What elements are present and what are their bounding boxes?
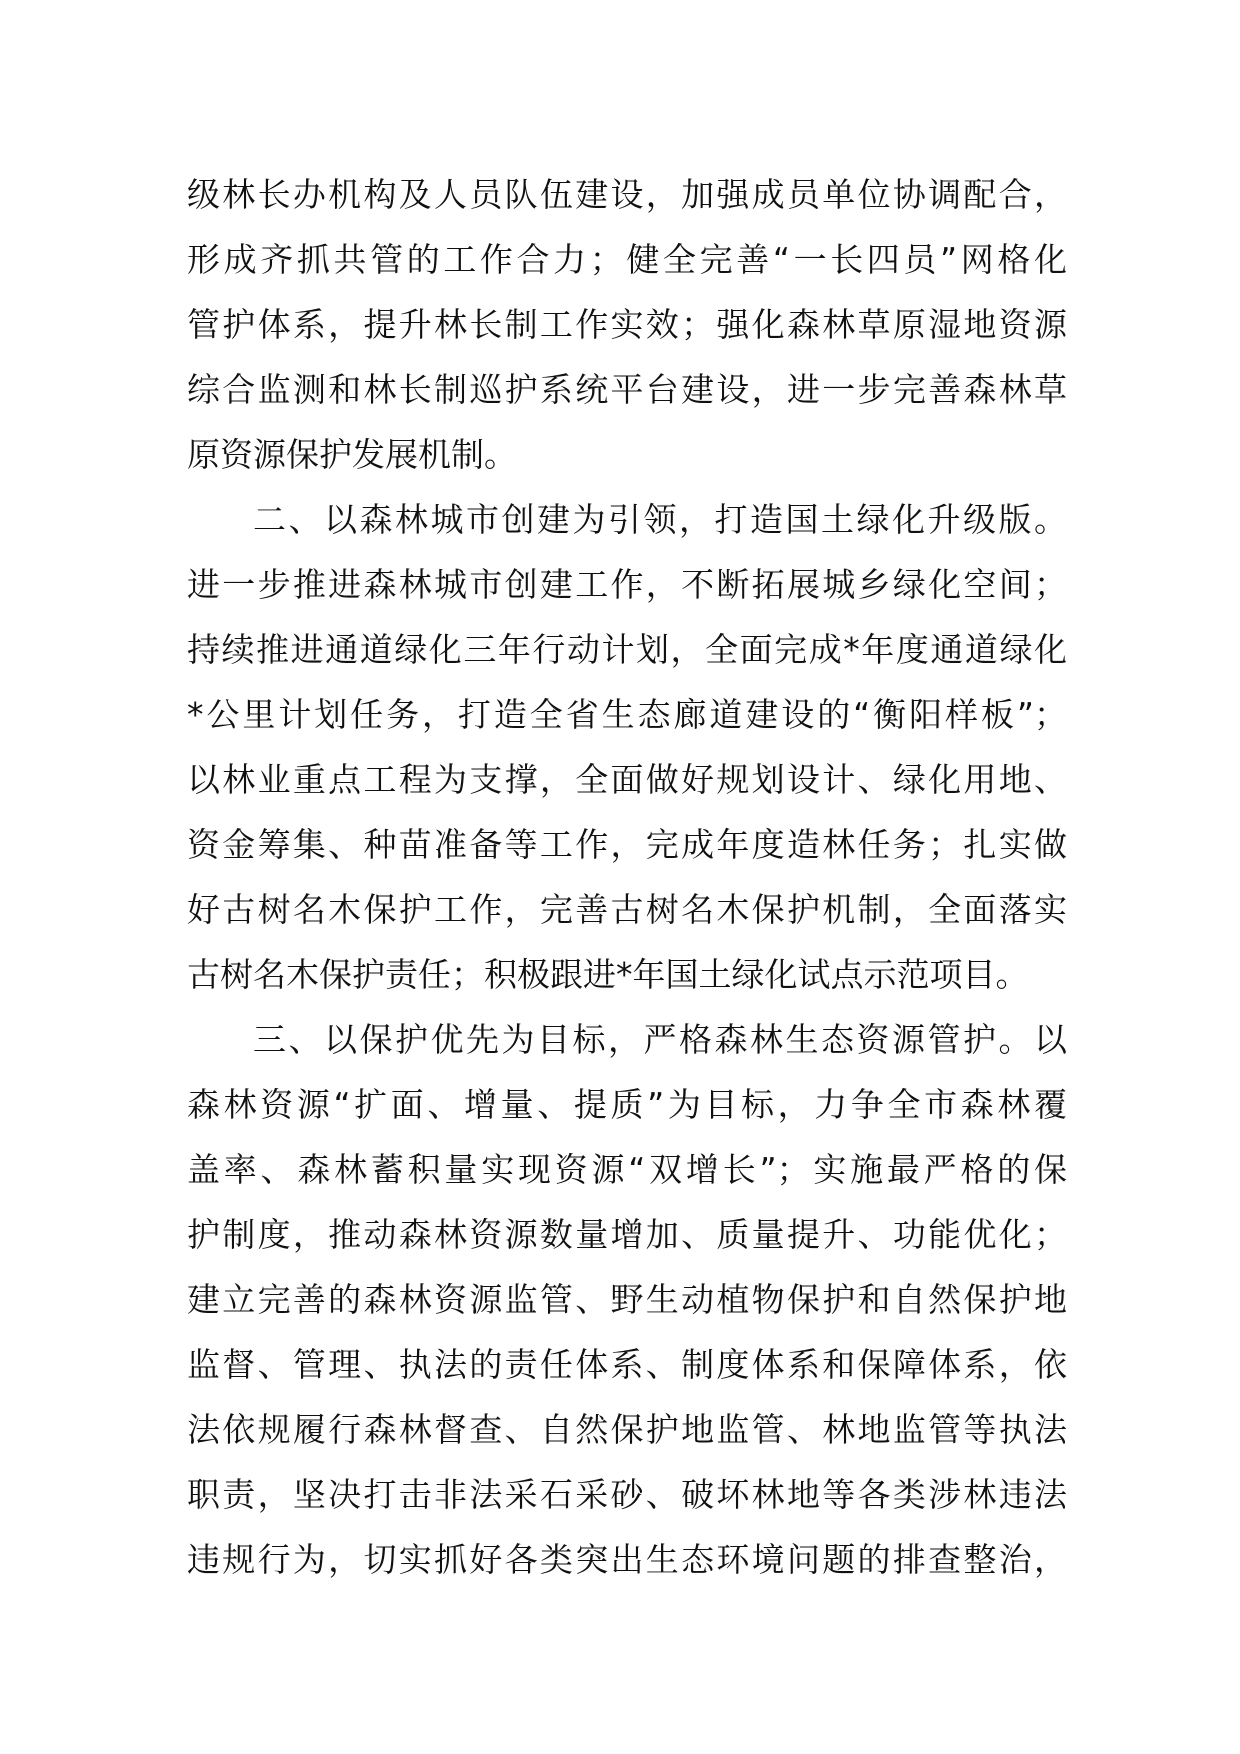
text-line: 资金筹集、种苗准备等工作，完成年度造林任务；扎实做 [187, 825, 1067, 864]
text-line: 三、以保护优先为目标，严格森林生态资源管护。以 [253, 1020, 1067, 1059]
text-line: 违规行为，切实抓好各类突出生态环境问题的排查整治， [187, 1540, 1067, 1579]
text-line: 原资源保护发展机制。 [187, 435, 517, 474]
text-line: 职责，坚决打击非法采石采砂、破坏林地等各类涉林违法 [187, 1475, 1067, 1514]
text-line: 级林长办机构及人员队伍建设，加强成员单位协调配合， [187, 175, 1067, 214]
text-line: 古树名木保护责任；积极跟进*年国土绿化试点示范项目。 [187, 955, 1029, 994]
text-line: 形成齐抓共管的工作合力；健全完善“一长四员”网格化 [187, 240, 1067, 279]
text-line: 持续推进通道绿化三年行动计划，全面完成*年度通道绿化 [187, 630, 1067, 669]
text-line: 护制度，推动森林资源数量增加、质量提升、功能优化； [187, 1215, 1067, 1254]
text-line: 建立完善的森林资源监管、野生动植物保护和自然保护地 [187, 1280, 1067, 1319]
text-line: 以林业重点工程为支撑，全面做好规划设计、绿化用地、 [187, 760, 1067, 799]
text-line: 监督、管理、执法的责任体系、制度体系和保障体系，依 [187, 1345, 1067, 1384]
text-line: 森林资源“扩面、增量、提质”为目标，力争全市森林覆 [187, 1085, 1067, 1124]
text-line: 盖率、森林蓄积量实现资源“双增长”；实施最严格的保 [187, 1150, 1067, 1189]
text-line: 管护体系，提升林长制工作实效；强化森林草原湿地资源 [187, 305, 1067, 344]
text-line: 好古树名木保护工作，完善古树名木保护机制，全面落实 [187, 890, 1067, 929]
document-body [187, 162, 1067, 1592]
text-line: *公里计划任务，打造全省生态廊道建设的“衡阳样板”； [187, 695, 1067, 734]
text-line: 综合监测和林长制巡护系统平台建设，进一步完善森林草 [187, 370, 1067, 409]
text-line: 法依规履行森林督查、自然保护地监管、林地监管等执法 [187, 1410, 1067, 1449]
text-line: 进一步推进森林城市创建工作，不断拓展城乡绿化空间； [187, 565, 1067, 604]
text-line: 二、以森林城市创建为引领，打造国土绿化升级版。 [253, 500, 1067, 539]
